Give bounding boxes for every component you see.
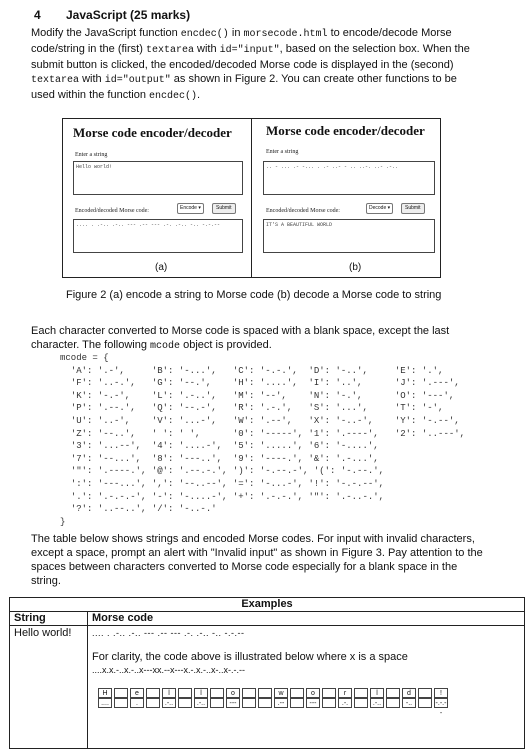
grid-cell: r [338,688,352,698]
grid-cell [210,688,224,698]
grid-cell: ! [434,688,448,698]
inline-code: textarea [145,45,194,56]
panel-a-input-textarea[interactable]: Hello world! [73,161,243,195]
inline-code: encdec() [149,91,198,102]
table-title: Examples [241,598,293,610]
code-line: '?': '..--..', '/': '-..-.' [60,504,217,515]
text-run: as shown in Figure 2. You can create other functions to be [170,73,457,85]
grid-cell [242,688,256,698]
panel-b-caption: (b) [349,262,362,273]
figure-divider [251,119,252,277]
table-intro-line [31,546,501,560]
text-run: The table below shows strings and encoded Morse codes. For input with invalid characters, [31,533,475,545]
grid-cell: --- [306,698,320,708]
panel-a-mode-select[interactable]: Encode ▾ [177,203,204,214]
grid-cell [146,698,160,708]
panel-b-submit-button[interactable]: Submit [401,203,425,214]
panel-b-output-label: Encoded/decoded Morse code: [266,208,340,214]
grid-cell: -.-.-- [435,700,447,717]
question-number: 4 [34,8,41,22]
code-line: 'K': '-.-', 'L': '.-..', 'M': '--', 'N': '-.', 'O': '---', [60,390,455,401]
grid-cell: l [162,688,176,698]
intro-line [31,72,501,88]
text-run: used within the function [31,89,150,101]
intro-paragraph [31,26,501,104]
panel-b-title: Morse code encoder/decoder [266,123,425,138]
grid-cell [354,688,368,698]
text-run: spaces between characters converted to Morse code especially for a blank space in the [31,561,458,573]
table-intro-paragraph [31,532,501,588]
inline-code: mcode [150,341,181,352]
code-line: '7': '--...', '8': '---..', '9': '----.', '&': '.-...', [60,453,379,464]
grid-cell: .-. [338,698,352,708]
grid-cell [386,688,400,698]
panel-a-caption: (a) [155,262,168,273]
figure-caption: Figure 2 (a) encode a string to Morse code (b) decode a Morse code to string [66,289,442,301]
figure-2 [62,118,441,278]
text-run: character. The following [31,339,151,351]
panel-b-mode-select[interactable]: Decode ▾ [366,203,393,214]
intro-line [31,88,501,104]
inline-code: encdec() [180,29,229,40]
char-cells-row [98,688,450,698]
grid-cell [322,698,336,708]
code-line: 'F': '..-.', 'G': '--.', 'H': '....', 'I': '..', 'J': '.---', [60,378,460,389]
grid-cell [210,698,224,708]
text-run: . [197,89,201,101]
grid-cell [258,698,272,708]
code-line: 'A': '.-', 'B': '-...', 'C': '-.-.', 'D': '-..', 'E': '.', [60,365,444,376]
panel-a-output-textarea[interactable]: .... . .-.. .-.. --- .-- --- .-. .-.. -.. -.-.-- [73,219,243,253]
code-line: } [60,516,66,527]
text-run: Each character converted to Morse code is spaced with a blank space, except the last [31,325,450,337]
grid-cell: .-.. [194,698,208,708]
text-run: to encode/decode Morse [327,27,452,39]
panel-a-title: Morse code encoder/decoder [73,125,232,140]
grid-cell: . [130,698,144,708]
text-run: , based on the selection box. When the [279,43,470,55]
grid-cell: l [194,688,208,698]
intro-line [31,26,501,42]
grid-cell: w [274,688,288,698]
code-line: '"': '.----.', '@': '.--.-.', ')': '-.--.-', '(': '-.--.', [60,466,385,477]
text-run: Modify the JavaScript function [31,27,181,39]
grid-cell [418,688,432,698]
text-run: string. [31,575,61,587]
panel-a-enter-label: Enter a string [75,152,108,158]
grid-cell: .... [98,698,112,708]
grid-cell: .-- [274,698,288,708]
text-run: submit button is clicked, the encoded/decoded Morse code is displayed in the (second) [31,59,454,71]
examples-table [9,597,525,749]
grid-cell: o [226,688,240,698]
grid-cell: -.. [402,698,416,708]
code-cells-row [98,698,450,717]
code-line: 'P': '.--.', 'Q': '--.-', 'R': '.-.', 'S': '...', 'T': '-', [60,403,444,414]
code-line: '3': '...--', '4': '....-', '5': '.....', '6': '-....', [60,441,379,452]
panel-a-output-label: Encoded/decoded Morse code: [75,208,149,214]
text-run: with [79,73,105,85]
grid-cell [114,688,128,698]
panel-a-submit-button[interactable]: Submit [212,203,236,214]
col-header-morse: Morse code [92,612,154,624]
grid-cell: H [98,688,112,698]
table-intro-line [31,532,501,546]
col-header-string: String [14,612,46,624]
spacing-paragraph [31,324,501,354]
text-run: object is provided. [180,339,272,351]
grid-cell: --- [226,698,240,708]
grid-cell [418,698,432,708]
row-morse-cell: .... . .-.. .-.. --- .-- --- .-. .-.. -.. -.-.-- [92,628,245,638]
grid-cell: .-.. [162,698,176,708]
illustrated-code: ....x.x.-..x.-..x---xx.--x---x.-.x.-..x-..x-.-.-- [92,665,245,675]
intro-line [31,58,501,72]
grid-cell [290,698,304,708]
inline-code: textarea [31,75,80,86]
code-line: 'Z': '--..', ' ': ' ', '0': '-----', '1': '.----', '2': '..---', [60,428,466,439]
mcode-code-block [60,352,465,528]
grid-cell [258,688,272,698]
code-line: ':': '---...', ',': '--..--', '=': '-...-', '!': '-.-.--', [60,478,385,489]
grid-cell [322,688,336,698]
panel-b-input-textarea[interactable]: .. - ... .- -... . .- ..- - .. ..-. ..- .-.. [263,161,435,195]
grid-cell: .-.. [370,698,384,708]
panel-b-output-textarea[interactable]: IT'S A BEAUTIFUL WORLD [263,219,435,253]
grid-cell [386,698,400,708]
code-line: 'U': '..-', 'V': '...-', 'W': '.--', 'X': '-..-', 'Y': '-.--', [60,415,460,426]
text-run: code/string in the (first) [31,43,146,55]
spacing-line [31,324,501,338]
row-string-cell: Hello world! [14,627,72,639]
clarity-note: For clarity, the code above is illustrated below where x is a space [92,651,408,663]
question-title: JavaScript (25 marks) [66,8,191,22]
intro-line [31,42,501,58]
grid-cell: e [130,688,144,698]
grid-cell [114,698,128,708]
text-run: except a space, prompt an alert with "Invalid input" as shown in Figure 3. Pay attention to the [31,547,483,559]
grid-cell [290,688,304,698]
grid-cell: o [306,688,320,698]
grid-cell: d [402,688,416,698]
table-intro-line [31,574,501,588]
grid-cell [354,698,368,708]
table-intro-line [31,560,501,574]
grid-cell [178,688,192,698]
code-line: '.': '.-.-.-', '-': '-....-', '+': '.-.-.', '"': '.-..-.', [60,491,385,502]
grid-cell [242,698,256,708]
grid-cell: l [370,688,384,698]
text-run: with [193,43,220,55]
inline-code: id="output" [104,75,171,86]
inline-code: morsecode.html [243,29,328,40]
grid-cell [178,698,192,708]
panel-b-enter-label: Enter a string [266,149,299,155]
inline-code: id="input" [219,45,280,56]
code-line: mcode = { [60,353,109,363]
grid-cell [146,688,160,698]
text-run: in [228,27,244,39]
